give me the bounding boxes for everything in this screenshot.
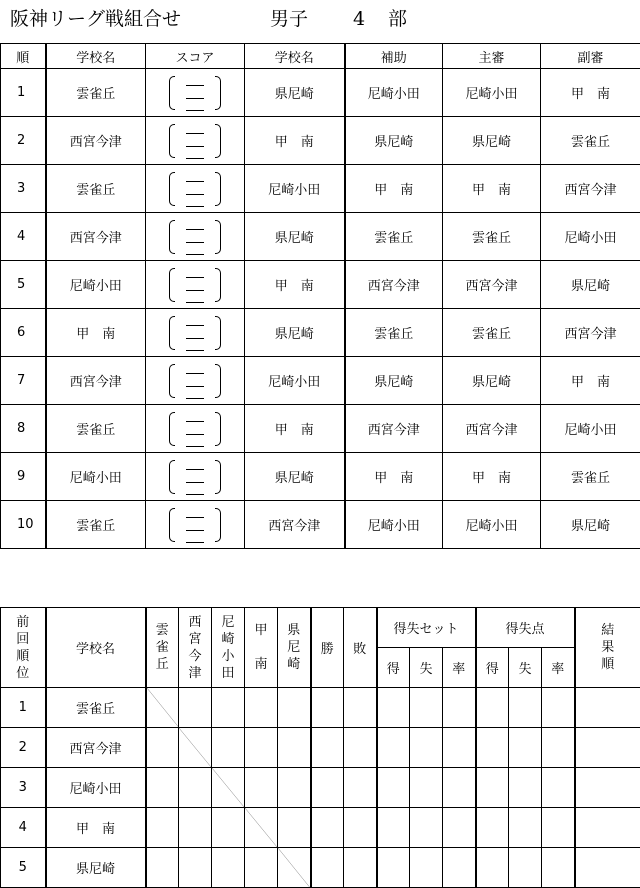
assist-school: 県尼崎 bbox=[345, 117, 443, 165]
sets-won-cell[interactable] bbox=[377, 808, 410, 848]
assist-school: 西宮今津 bbox=[345, 261, 443, 309]
points-ratio-cell[interactable] bbox=[542, 808, 575, 848]
points-ratio-cell[interactable] bbox=[542, 728, 575, 768]
match-schedule-table bbox=[0, 43, 640, 549]
previous-rank: 3 bbox=[1, 768, 46, 808]
header-points-ratio: 率 bbox=[542, 648, 575, 688]
header-score: スコア bbox=[146, 44, 245, 69]
final-rank-cell[interactable] bbox=[575, 728, 640, 768]
result-cell bbox=[212, 768, 245, 808]
final-rank-cell[interactable] bbox=[575, 688, 640, 728]
match-number: 10 bbox=[1, 501, 46, 549]
losses-cell[interactable] bbox=[344, 848, 377, 888]
sub-referee-school: 尼崎小田 bbox=[541, 213, 640, 261]
sets-ratio-cell[interactable] bbox=[443, 688, 476, 728]
school-name: 尼崎小田 bbox=[46, 768, 146, 808]
points-won-cell[interactable] bbox=[476, 728, 509, 768]
score-cell[interactable] bbox=[146, 165, 245, 213]
table-row bbox=[1, 501, 640, 549]
result-cell bbox=[146, 688, 179, 728]
score-cell[interactable] bbox=[146, 357, 245, 405]
match-number: 9 bbox=[1, 453, 46, 501]
header-wins: 勝 bbox=[311, 608, 344, 688]
table-row bbox=[1, 69, 640, 117]
division-label: 部 bbox=[388, 8, 408, 30]
header-opponent-4: 甲 南 bbox=[245, 608, 278, 688]
sets-lost-cell[interactable] bbox=[410, 768, 443, 808]
referee-school: 甲 南 bbox=[443, 165, 541, 213]
sets-lost-cell[interactable] bbox=[410, 848, 443, 888]
team-a: 雲雀丘 bbox=[46, 69, 146, 117]
sub-referee-school: 甲 南 bbox=[541, 357, 640, 405]
header-points-lost: 失 bbox=[509, 648, 542, 688]
match-number: 8 bbox=[1, 405, 46, 453]
sets-lost-cell[interactable] bbox=[410, 728, 443, 768]
table-row bbox=[1, 117, 640, 165]
sub-referee-school: 雲雀丘 bbox=[541, 117, 640, 165]
match-number: 5 bbox=[1, 261, 46, 309]
header-points-won: 得 bbox=[476, 648, 509, 688]
result-cell[interactable] bbox=[179, 768, 212, 808]
school-name: 県尼崎 bbox=[46, 848, 146, 888]
sub-referee-school: 尼崎小田 bbox=[541, 405, 640, 453]
result-cell[interactable] bbox=[245, 688, 278, 728]
points-lost-cell[interactable] bbox=[509, 808, 542, 848]
score-cell[interactable] bbox=[146, 69, 245, 117]
table-row bbox=[1, 357, 640, 405]
score-cell[interactable] bbox=[146, 261, 245, 309]
points-ratio-cell[interactable] bbox=[542, 768, 575, 808]
wins-cell[interactable] bbox=[311, 688, 344, 728]
team-b: 県尼崎 bbox=[245, 69, 345, 117]
table-row bbox=[1, 688, 640, 728]
sets-won-cell[interactable] bbox=[377, 768, 410, 808]
previous-rank: 1 bbox=[1, 688, 46, 728]
score-bracket bbox=[165, 505, 225, 545]
match-number: 4 bbox=[1, 213, 46, 261]
school-name: 雲雀丘 bbox=[46, 688, 146, 728]
score-cell[interactable] bbox=[146, 309, 245, 357]
team-a: 甲 南 bbox=[46, 309, 146, 357]
team-a: 雲雀丘 bbox=[46, 165, 146, 213]
school-name: 甲 南 bbox=[46, 808, 146, 848]
result-cell[interactable] bbox=[179, 848, 212, 888]
points-lost-cell[interactable] bbox=[509, 848, 542, 888]
header-point-balance: 得失点 bbox=[476, 608, 575, 648]
score-cell[interactable] bbox=[146, 453, 245, 501]
referee-school: 雲雀丘 bbox=[443, 309, 541, 357]
score-bracket bbox=[165, 217, 225, 257]
team-a: 西宮今津 bbox=[46, 213, 146, 261]
diagonal-slash bbox=[179, 728, 211, 767]
sets-won-cell[interactable] bbox=[377, 688, 410, 728]
sets-lost-cell[interactable] bbox=[410, 808, 443, 848]
team-b: 尼崎小田 bbox=[245, 165, 345, 213]
score-bracket bbox=[165, 73, 225, 113]
table-row bbox=[1, 405, 640, 453]
result-cell[interactable] bbox=[146, 728, 179, 768]
header-referee: 主審 bbox=[443, 44, 541, 69]
previous-rank: 4 bbox=[1, 808, 46, 848]
header-set-balance: 得失セット bbox=[377, 608, 476, 648]
result-cell[interactable] bbox=[212, 808, 245, 848]
header-assist: 補助 bbox=[345, 44, 443, 69]
result-cell[interactable] bbox=[278, 768, 311, 808]
header-opponent-2: 西 宮 今 津 bbox=[179, 608, 212, 688]
score-bracket bbox=[165, 409, 225, 449]
header-school-a: 学校名 bbox=[46, 44, 146, 69]
points-won-cell[interactable] bbox=[476, 768, 509, 808]
referee-school: 尼崎小田 bbox=[443, 501, 541, 549]
result-cell[interactable] bbox=[212, 688, 245, 728]
sets-ratio-cell[interactable] bbox=[443, 768, 476, 808]
previous-rank: 2 bbox=[1, 728, 46, 768]
header-sets-won: 得 bbox=[377, 648, 410, 688]
school-name: 西宮今津 bbox=[46, 728, 146, 768]
result-cell[interactable] bbox=[146, 848, 179, 888]
sub-referee-school: 西宮今津 bbox=[541, 309, 640, 357]
team-a: 尼崎小田 bbox=[46, 261, 146, 309]
header-sub-referee: 副審 bbox=[541, 44, 640, 69]
title-text: 阪神リーグ戦組合せ bbox=[10, 8, 182, 30]
team-b: 県尼崎 bbox=[245, 453, 345, 501]
points-won-cell[interactable] bbox=[476, 808, 509, 848]
team-a: 雲雀丘 bbox=[46, 405, 146, 453]
referee-school: 尼崎小田 bbox=[443, 69, 541, 117]
score-cell[interactable] bbox=[146, 501, 245, 549]
table-row bbox=[1, 261, 640, 309]
result-cell[interactable] bbox=[278, 728, 311, 768]
result-cell[interactable] bbox=[179, 688, 212, 728]
points-ratio-cell[interactable] bbox=[542, 848, 575, 888]
team-b: 県尼崎 bbox=[245, 213, 345, 261]
final-rank-cell[interactable] bbox=[575, 848, 640, 888]
losses-cell[interactable] bbox=[344, 768, 377, 808]
losses-cell[interactable] bbox=[344, 688, 377, 728]
team-a: 雲雀丘 bbox=[46, 501, 146, 549]
result-cell[interactable] bbox=[245, 768, 278, 808]
team-a: 尼崎小田 bbox=[46, 453, 146, 501]
score-cell[interactable] bbox=[146, 405, 245, 453]
diagonal-slash bbox=[147, 688, 179, 727]
team-b: 西宮今津 bbox=[245, 501, 345, 549]
sub-referee-school: 甲 南 bbox=[541, 69, 640, 117]
sub-referee-school: 県尼崎 bbox=[541, 261, 640, 309]
result-cell[interactable] bbox=[245, 728, 278, 768]
table-row bbox=[1, 453, 640, 501]
referee-school: 西宮今津 bbox=[443, 261, 541, 309]
score-bracket bbox=[165, 361, 225, 401]
header-opponent-5: 県 尼 崎 bbox=[278, 608, 311, 688]
wins-cell[interactable] bbox=[311, 848, 344, 888]
division-number: 4 bbox=[353, 8, 366, 30]
points-lost-cell[interactable] bbox=[509, 728, 542, 768]
final-rank-cell[interactable] bbox=[575, 808, 640, 848]
assist-school: 西宮今津 bbox=[345, 405, 443, 453]
standings-table bbox=[0, 607, 640, 888]
final-rank-cell[interactable] bbox=[575, 768, 640, 808]
table-row bbox=[1, 848, 640, 888]
assist-school: 甲 南 bbox=[345, 453, 443, 501]
match-number: 2 bbox=[1, 117, 46, 165]
sub-referee-school: 県尼崎 bbox=[541, 501, 640, 549]
score-bracket bbox=[165, 121, 225, 161]
referee-school: 県尼崎 bbox=[443, 357, 541, 405]
result-cell[interactable] bbox=[278, 808, 311, 848]
header-final-rank: 結 果 順 bbox=[575, 608, 640, 688]
result-cell[interactable] bbox=[146, 808, 179, 848]
assist-school: 雲雀丘 bbox=[345, 309, 443, 357]
score-cell[interactable] bbox=[146, 213, 245, 261]
sub-referee-school: 雲雀丘 bbox=[541, 453, 640, 501]
points-lost-cell[interactable] bbox=[509, 688, 542, 728]
result-cell[interactable] bbox=[179, 808, 212, 848]
match-number: 6 bbox=[1, 309, 46, 357]
header-school-b: 学校名 bbox=[245, 44, 345, 69]
team-b: 甲 南 bbox=[245, 405, 345, 453]
assist-school: 県尼崎 bbox=[345, 357, 443, 405]
result-cell[interactable] bbox=[212, 728, 245, 768]
assist-school: 尼崎小田 bbox=[345, 69, 443, 117]
assist-school: 雲雀丘 bbox=[345, 213, 443, 261]
table-row bbox=[1, 728, 640, 768]
result-cell bbox=[179, 728, 212, 768]
header-school: 学校名 bbox=[46, 608, 146, 688]
header-sets-ratio: 率 bbox=[443, 648, 476, 688]
sets-won-cell[interactable] bbox=[377, 728, 410, 768]
team-b: 尼崎小田 bbox=[245, 357, 345, 405]
wins-cell[interactable] bbox=[311, 808, 344, 848]
referee-school: 雲雀丘 bbox=[443, 213, 541, 261]
schedule-header-row bbox=[1, 44, 640, 69]
points-ratio-cell[interactable] bbox=[542, 688, 575, 728]
score-bracket bbox=[165, 169, 225, 209]
wins-cell[interactable] bbox=[311, 768, 344, 808]
result-cell bbox=[245, 808, 278, 848]
assist-school: 尼崎小田 bbox=[345, 501, 443, 549]
team-b: 県尼崎 bbox=[245, 309, 345, 357]
result-cell bbox=[278, 848, 311, 888]
sets-ratio-cell[interactable] bbox=[443, 848, 476, 888]
header-sets-lost: 失 bbox=[410, 648, 443, 688]
standings-header-row-1 bbox=[1, 608, 640, 648]
match-number: 1 bbox=[1, 69, 46, 117]
referee-school: 県尼崎 bbox=[443, 117, 541, 165]
header-previous-rank: 前 回 順 位 bbox=[1, 608, 46, 688]
score-bracket bbox=[165, 265, 225, 305]
table-row bbox=[1, 768, 640, 808]
wins-cell[interactable] bbox=[311, 728, 344, 768]
diagonal-slash bbox=[245, 808, 277, 847]
header-losses: 敗 bbox=[344, 608, 377, 688]
score-bracket bbox=[165, 457, 225, 497]
match-number: 7 bbox=[1, 357, 46, 405]
sub-referee-school: 西宮今津 bbox=[541, 165, 640, 213]
diagonal-slash bbox=[278, 848, 310, 887]
sets-ratio-cell[interactable] bbox=[443, 728, 476, 768]
gender-label: 男子 bbox=[270, 8, 309, 30]
table-row bbox=[1, 213, 640, 261]
losses-cell[interactable] bbox=[344, 808, 377, 848]
sets-ratio-cell[interactable] bbox=[443, 808, 476, 848]
result-cell[interactable] bbox=[212, 848, 245, 888]
score-bracket bbox=[165, 313, 225, 353]
assist-school: 甲 南 bbox=[345, 165, 443, 213]
points-won-cell[interactable] bbox=[476, 848, 509, 888]
team-a: 西宮今津 bbox=[46, 117, 146, 165]
header-opponent-3: 尼 崎 小 田 bbox=[212, 608, 245, 688]
team-b: 甲 南 bbox=[245, 117, 345, 165]
referee-school: 甲 南 bbox=[443, 453, 541, 501]
team-b: 甲 南 bbox=[245, 261, 345, 309]
header-order: 順 bbox=[1, 44, 46, 69]
sets-lost-cell[interactable] bbox=[410, 688, 443, 728]
header-opponent-1: 雲 雀 丘 bbox=[146, 608, 179, 688]
losses-cell[interactable] bbox=[344, 728, 377, 768]
table-row bbox=[1, 309, 640, 357]
score-cell[interactable] bbox=[146, 117, 245, 165]
table-row bbox=[1, 165, 640, 213]
diagonal-slash bbox=[212, 768, 244, 807]
table-row bbox=[1, 808, 640, 848]
result-cell[interactable] bbox=[245, 848, 278, 888]
previous-rank: 5 bbox=[1, 848, 46, 888]
referee-school: 西宮今津 bbox=[443, 405, 541, 453]
result-cell[interactable] bbox=[146, 768, 179, 808]
points-won-cell[interactable] bbox=[476, 688, 509, 728]
team-a: 西宮今津 bbox=[46, 357, 146, 405]
sets-won-cell[interactable] bbox=[377, 848, 410, 888]
match-number: 3 bbox=[1, 165, 46, 213]
result-cell[interactable] bbox=[278, 688, 311, 728]
points-lost-cell[interactable] bbox=[509, 768, 542, 808]
